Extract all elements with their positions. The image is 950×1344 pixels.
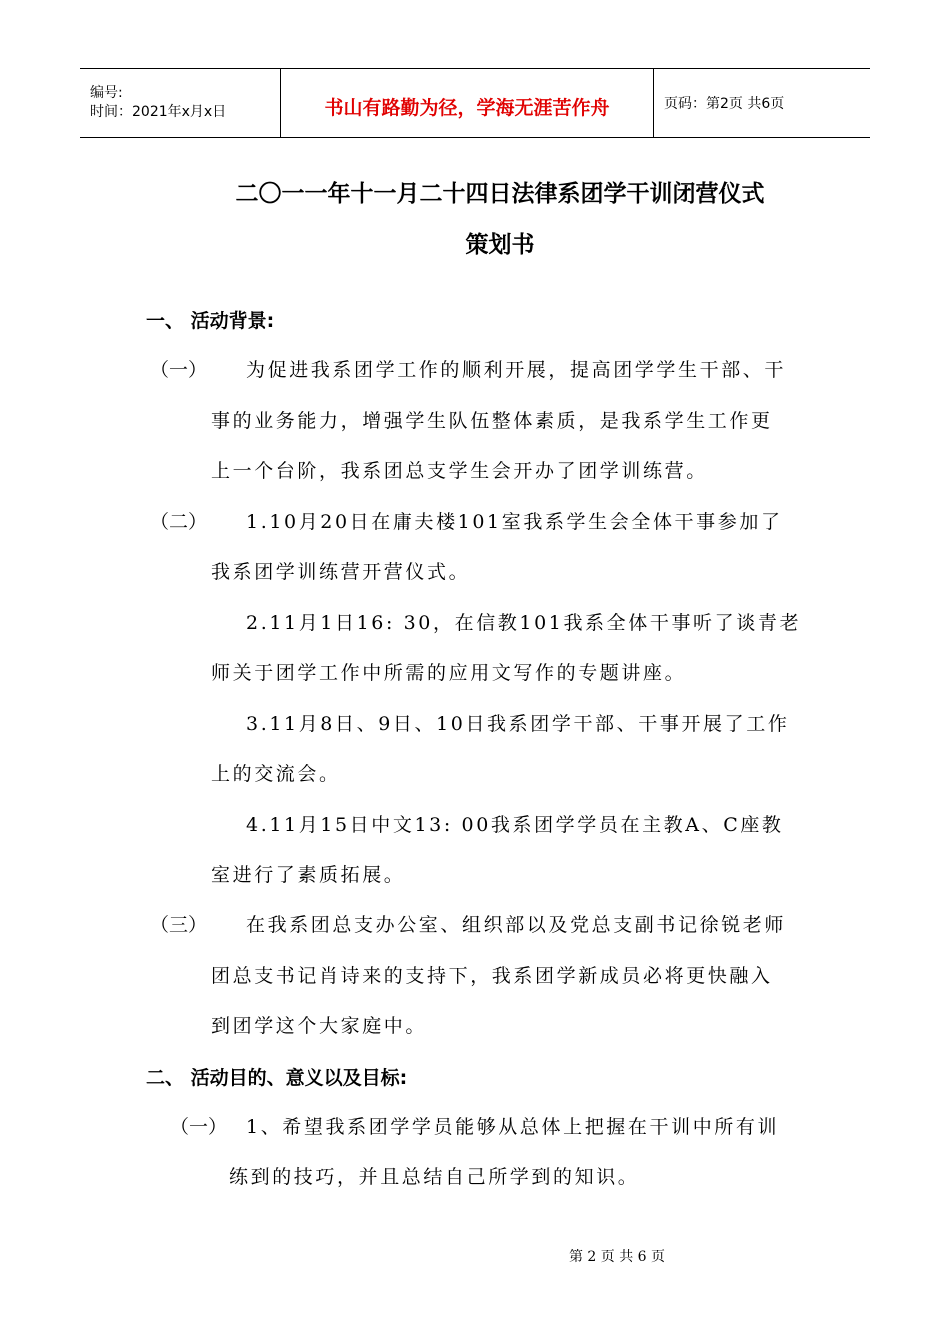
header-motto-cell	[281, 69, 654, 137]
section1-heading: 一、 活动背景:	[146, 310, 275, 332]
page-footer: 第 2 页 共 6 页	[568, 1249, 666, 1265]
document-title-line1: 二〇一一年十一月二十四日法律系团学干训闭营仪式	[235, 181, 765, 207]
paragraph-line: 事的业务能力，增强学生队伍整体素质，是我系学生工作更	[211, 410, 773, 432]
section2-item1-marker: （一）	[170, 1116, 228, 1138]
paragraph-line: 上的交流会。	[211, 763, 341, 785]
paragraph-line: 上一个台阶，我系团总支学生会开办了团学训练营。	[211, 460, 708, 482]
paragraph-line: 为促进我系团学工作的顺利开展，提高团学学生干部、干	[246, 359, 787, 381]
paragraph-line: 到团学这个大家庭中。	[211, 1015, 428, 1037]
document-number-label: 编号:	[90, 85, 123, 101]
paragraph-line: 团总支书记肖诗来的支持下，我系团学新成员必将更快融入	[211, 965, 773, 987]
paragraph-line: 4.11月15日中文13: 00我系团学学员在主教A、C座教	[246, 814, 784, 836]
paragraph-line: 2.11月1日16: 30，在信教101我系全体干事听了谈青老	[246, 612, 802, 634]
header-left-cell	[80, 69, 281, 137]
page-header	[80, 68, 870, 138]
header-motto: 书山有路勤为径，学海无涯苦作舟	[324, 96, 610, 119]
section1-item3-marker: （三）	[150, 914, 208, 936]
paragraph-line: 1、希望我系团学学员能够从总体上把握在干训中所有训	[246, 1116, 780, 1138]
paragraph-line: 室进行了素质拓展。	[211, 864, 406, 886]
paragraph-line: 练到的技巧，并且总结自己所学到的知识。	[229, 1166, 640, 1188]
section1-item2-marker: （二）	[150, 511, 208, 533]
paragraph-line: 3.11月8日、9日、10日我系团学干部、干事开展了工作	[246, 713, 790, 735]
document-time-label: 时间：2021年x月x日	[90, 104, 227, 120]
section1-item1-marker: （一）	[150, 359, 208, 381]
paragraph-line: 师关于团学工作中所需的应用文写作的专题讲座。	[211, 662, 687, 684]
paragraph-line: 1.10月20日在庸夫楼101室我系学生会全体干事参加了	[246, 511, 783, 533]
header-right-cell	[654, 69, 870, 137]
header-page-info: 页码：第2页 共6页	[664, 96, 785, 112]
section2-heading: 二、 活动目的、意义以及目标:	[146, 1067, 408, 1089]
paragraph-line: 在我系团总支办公室、组织部以及党总支副书记徐锐老师	[246, 914, 787, 936]
paragraph-line: 我系团学训练营开营仪式。	[211, 561, 471, 583]
document-title-line2: 策划书	[465, 232, 535, 258]
